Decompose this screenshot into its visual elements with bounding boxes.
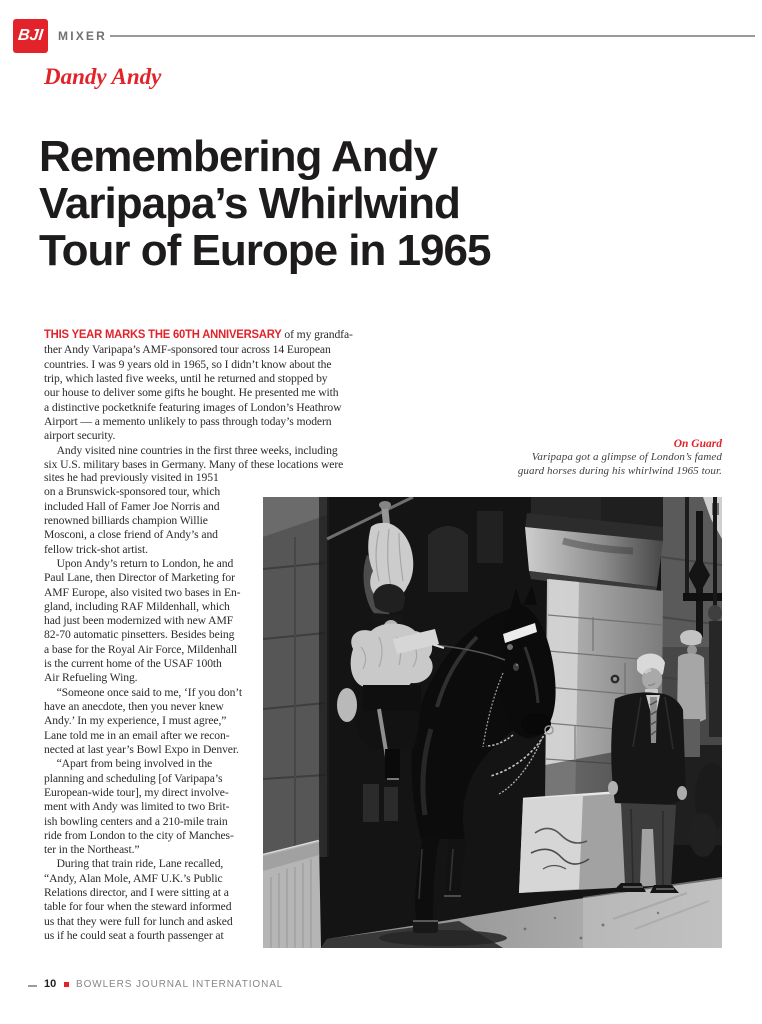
text-line: Andy.’ In my experience, I must agree,” <box>44 713 227 728</box>
text-line: Mosconi, a close friend of Andy’s and <box>44 527 218 542</box>
folio-bullet <box>64 982 69 987</box>
text-line: Remembering Andy <box>39 132 438 181</box>
text-line: guard horses during his whirlwind 1965 tour. <box>517 464 722 477</box>
text-line: Paul Lane, then Director of Marketing for <box>44 570 235 585</box>
text-line: “Andy, Alan Mole, AMF U.K.’s Public <box>44 870 223 885</box>
text-line: us that they were full for lunch and asked <box>44 913 233 928</box>
article-column-wide <box>44 327 353 471</box>
text-line: Tour of Europe in 1965 <box>39 226 491 275</box>
text-line: six U.S. military bases in Germany. Many of these locations were <box>44 456 344 471</box>
text-line: had just been modernized with new AMF <box>44 613 234 628</box>
article-column-narrow <box>44 470 242 942</box>
wide-lines <box>44 342 353 471</box>
text-line: included Hall of Famer Joe Norris and <box>44 498 220 513</box>
caption-title: On Guard <box>673 438 722 450</box>
text-line: on a Brunswick-sponsored tour, which <box>44 484 221 499</box>
page-number: 10 <box>44 978 57 990</box>
text-line: “Someone once said to me, ‘If you don’t <box>56 684 243 699</box>
text-line: nected at last year’s Bowl Expo in Denver. <box>44 741 239 756</box>
text-line: AMF Europe, also visited two bases in En- <box>44 584 241 599</box>
text-line: sites he had previously visited in 1951 <box>44 470 219 484</box>
horse-guard-photo-illustration <box>263 497 722 948</box>
bji-logo-text: BJI <box>17 27 44 44</box>
text-line: Varipapa’s Whirlwind <box>39 179 460 228</box>
section-label: MIXER <box>58 29 108 43</box>
text-line: Lane told me in an email after we recon- <box>44 727 230 742</box>
text-line: ish bowling centers and a 210-mile train <box>44 813 228 828</box>
lead-rest: of my grandfa- <box>281 327 353 341</box>
text-line: “Apart from being involved in the <box>56 756 213 771</box>
text-line: European-wide tour], my direct involve- <box>44 784 229 799</box>
text-line: renowned billiards champion Willie <box>44 512 208 527</box>
photo-caption <box>402 437 722 479</box>
masthead-rule <box>110 35 755 37</box>
text-line: gland, including RAF Mildenhall, which <box>44 598 230 613</box>
text-line: table for four when the steward informed <box>44 899 232 914</box>
text-line: planning and scheduling [of Varipapa’s <box>44 770 223 785</box>
text-line: trip, which lasted five weeks, until he returned and stopped by <box>44 370 328 385</box>
magazine-name: BOWLERS JOURNAL INTERNATIONAL <box>76 979 284 990</box>
kicker: Dandy Andy <box>44 64 162 89</box>
headline <box>39 133 490 274</box>
text-line: Upon Andy’s return to London, he and <box>56 555 234 570</box>
folio-tick <box>28 985 37 987</box>
article-photo <box>263 497 722 948</box>
caption-lines <box>402 451 722 479</box>
text-line: ment with Andy was limited to two Brit- <box>44 799 230 814</box>
text-line: fellow trick-shot artist. <box>44 541 148 556</box>
text-line: Andy visited nine countries in the first three weeks, including <box>56 442 338 457</box>
text-line: ride from London to the city of Manches- <box>44 827 234 842</box>
text-line: Varipapa got a glimpse of London’s famed <box>531 451 722 463</box>
text-line: a base for the Royal Air Force, Mildenhall <box>44 641 238 656</box>
text-line: is the current home of the USAF 100th <box>44 656 222 671</box>
text-line: ter in the Northeast.” <box>44 842 140 857</box>
text-line: airport security. <box>44 428 116 443</box>
lead-in: THIS YEAR MARKS THE 60TH ANNIVERSARY <box>44 328 282 341</box>
text-line: Air Refueling Wing. <box>44 670 138 685</box>
text-line: our house to deliver some gifts he bought. He presented me with <box>44 385 339 400</box>
text-line: During that train ride, Lane recalled, <box>56 856 224 871</box>
text-line: us if he could seat a fourth passenger at <box>44 928 224 942</box>
text-line: Airport — a memento unlikely to pass through today’s modern <box>44 413 332 428</box>
bji-logo <box>13 19 48 53</box>
text-line: Relations director, and I were sitting at a <box>44 885 229 900</box>
text-line: countries. I was 9 years old in 1965, so I didn’t know about the <box>44 356 332 371</box>
text-line: 82-70 automatic pinsetters. Besides being <box>44 627 235 642</box>
text-line: have an anecdote, then you never knew <box>44 699 224 713</box>
text-line: a distinctive pocketknife featuring images of London’s Heathrow <box>44 399 342 414</box>
lead-line <box>44 327 353 342</box>
text-line: ther Andy Varipapa’s AMF-sponsored tour across 14 European <box>44 342 331 357</box>
